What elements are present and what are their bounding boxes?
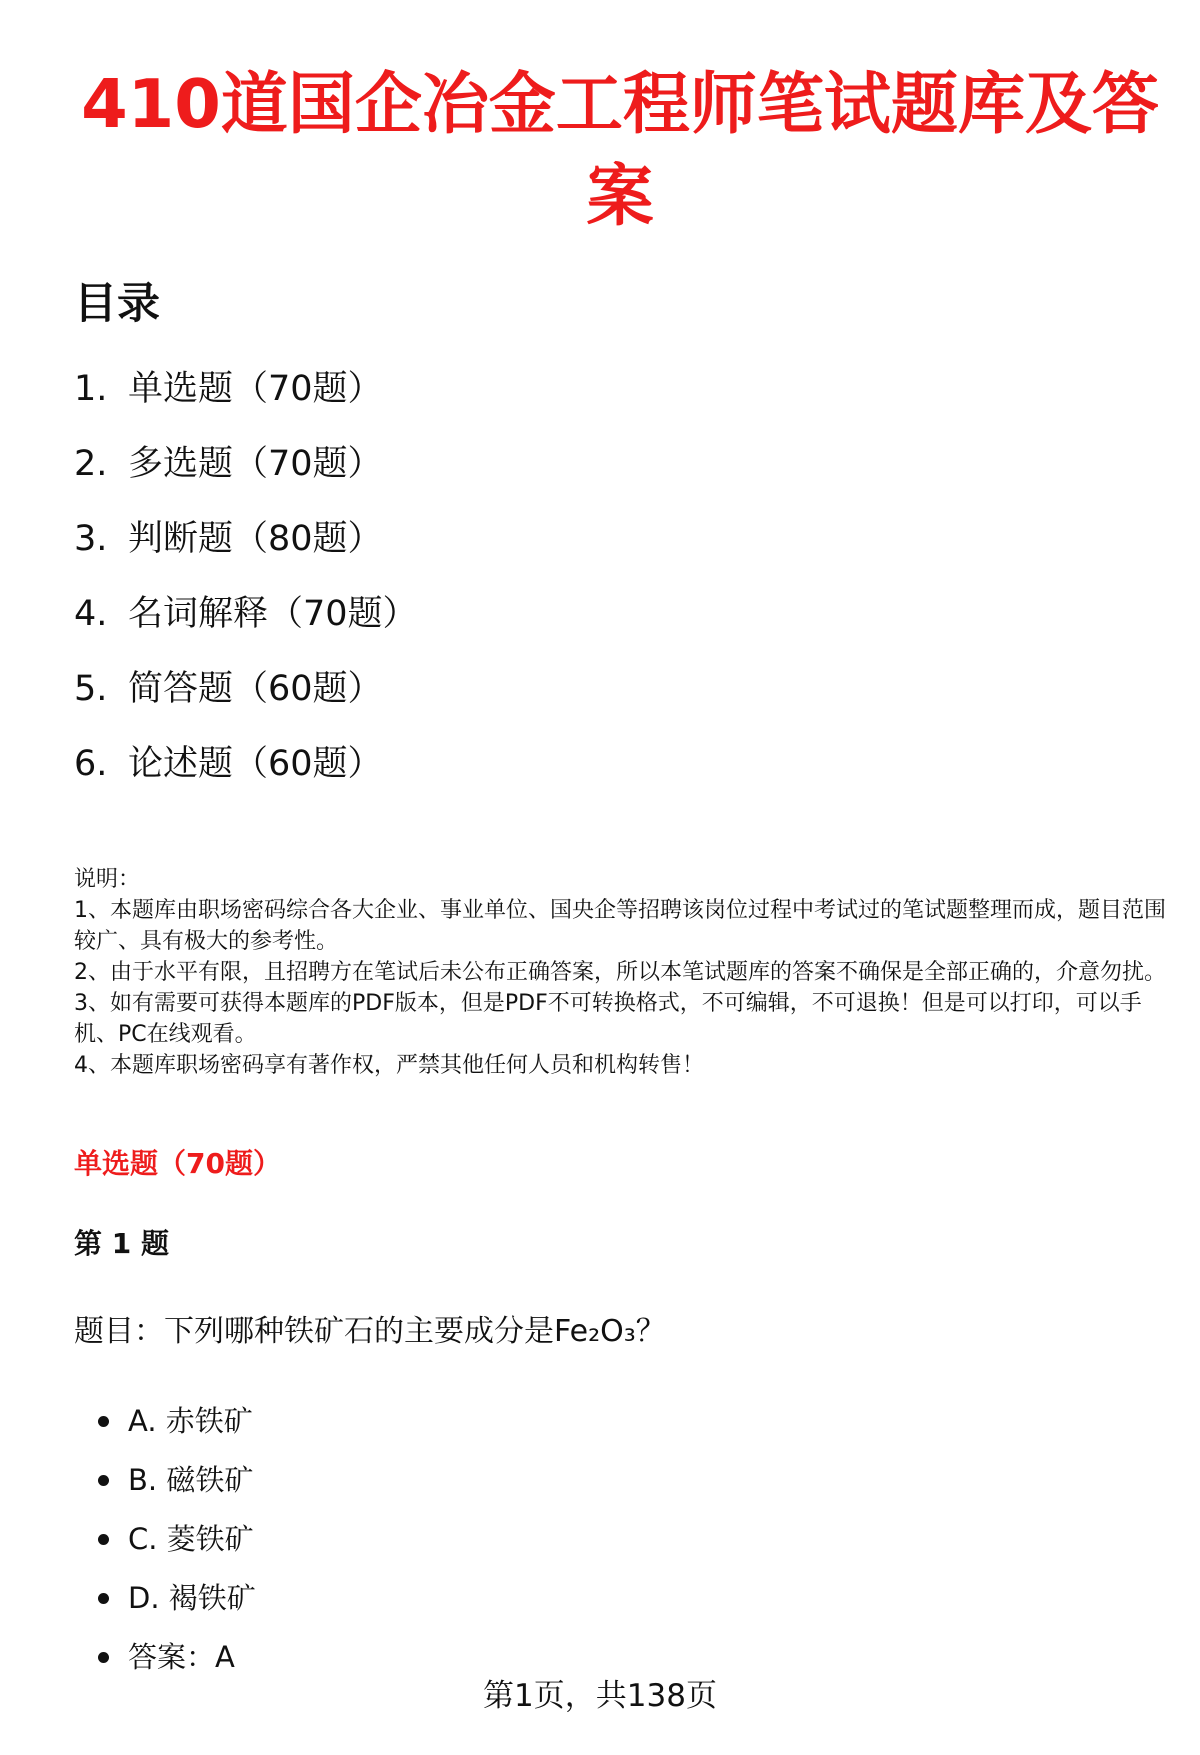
notes-line: 1、本题库由职场密码综合各大企业、事业单位、国央企等招聘该岗位过程中考试过的笔试题整理而成，题目范围较广、具有极大的参考性。 — [74, 898, 1167, 954]
notes-block — [74, 864, 1170, 1081]
option-text: C. 菱铁矿 — [128, 1522, 254, 1556]
toc-item-label: 单选题（70题） — [128, 369, 383, 409]
toc-item-number: 1. — [74, 369, 108, 409]
toc-item-number: 4. — [74, 594, 108, 634]
notes-heading: 说明： — [74, 867, 141, 892]
toc-item-term-explanation[interactable] — [74, 590, 418, 638]
document-title: 410道国企冶金工程师笔试题库及答案 — [81, 65, 1159, 235]
toc-item-label: 名词解释（70题） — [128, 594, 418, 634]
toc-item-true-false[interactable] — [74, 515, 383, 563]
option-text: A. 赤铁矿 — [128, 1404, 253, 1438]
toc-item-number: 2. — [74, 444, 108, 484]
bullet-icon — [98, 1534, 109, 1545]
toc-item-number: 6. — [74, 744, 108, 784]
toc-item-label: 简答题（60题） — [128, 669, 383, 709]
toc-item-label: 判断题（80题） — [128, 519, 383, 559]
question-number: 第 1 题 — [74, 1227, 169, 1260]
bullet-icon — [98, 1416, 109, 1427]
toc-item-number: 3. — [74, 519, 108, 559]
notes-line: 4、本题库职场密码享有著作权，严禁其他任何人员和机构转售！ — [74, 1053, 704, 1078]
toc-item-number: 5. — [74, 669, 108, 709]
answer-text: 答案：A — [128, 1640, 235, 1674]
question-stem: 题目：下列哪种铁矿石的主要成分是Fe₂O₃？ — [74, 1314, 666, 1349]
toc-item-short-answer[interactable] — [74, 665, 383, 713]
notes-line: 2、由于水平有限，且招聘方在笔试后未公布正确答案，所以本笔试题库的答案不确保是全部正确的，介意勿扰。 — [74, 960, 1167, 985]
toc-item-multiple-choice[interactable] — [74, 440, 383, 488]
toc-item-label: 论述题（60题） — [128, 744, 383, 784]
toc-item-label: 多选题（70题） — [128, 444, 383, 484]
toc-heading: 目录 — [74, 279, 160, 329]
option-text: B. 磁铁矿 — [128, 1463, 254, 1497]
notes-line: 3、如有需要可获得本题库的PDF版本，但是PDF不可转换格式，不可编辑，不可退换！但是可以打印，可以手机、PC在线观看。 — [74, 991, 1142, 1047]
toc-item-essay[interactable] — [74, 740, 383, 788]
page-footer: 第1页，共138页 — [483, 1678, 717, 1714]
bullet-icon — [98, 1593, 109, 1604]
bullet-icon — [98, 1652, 109, 1663]
section-title: 单选题（70题） — [74, 1147, 281, 1180]
toc-item-single-choice[interactable] — [74, 365, 383, 413]
option-text: D. 褐铁矿 — [128, 1581, 256, 1615]
bullet-icon — [98, 1475, 109, 1486]
